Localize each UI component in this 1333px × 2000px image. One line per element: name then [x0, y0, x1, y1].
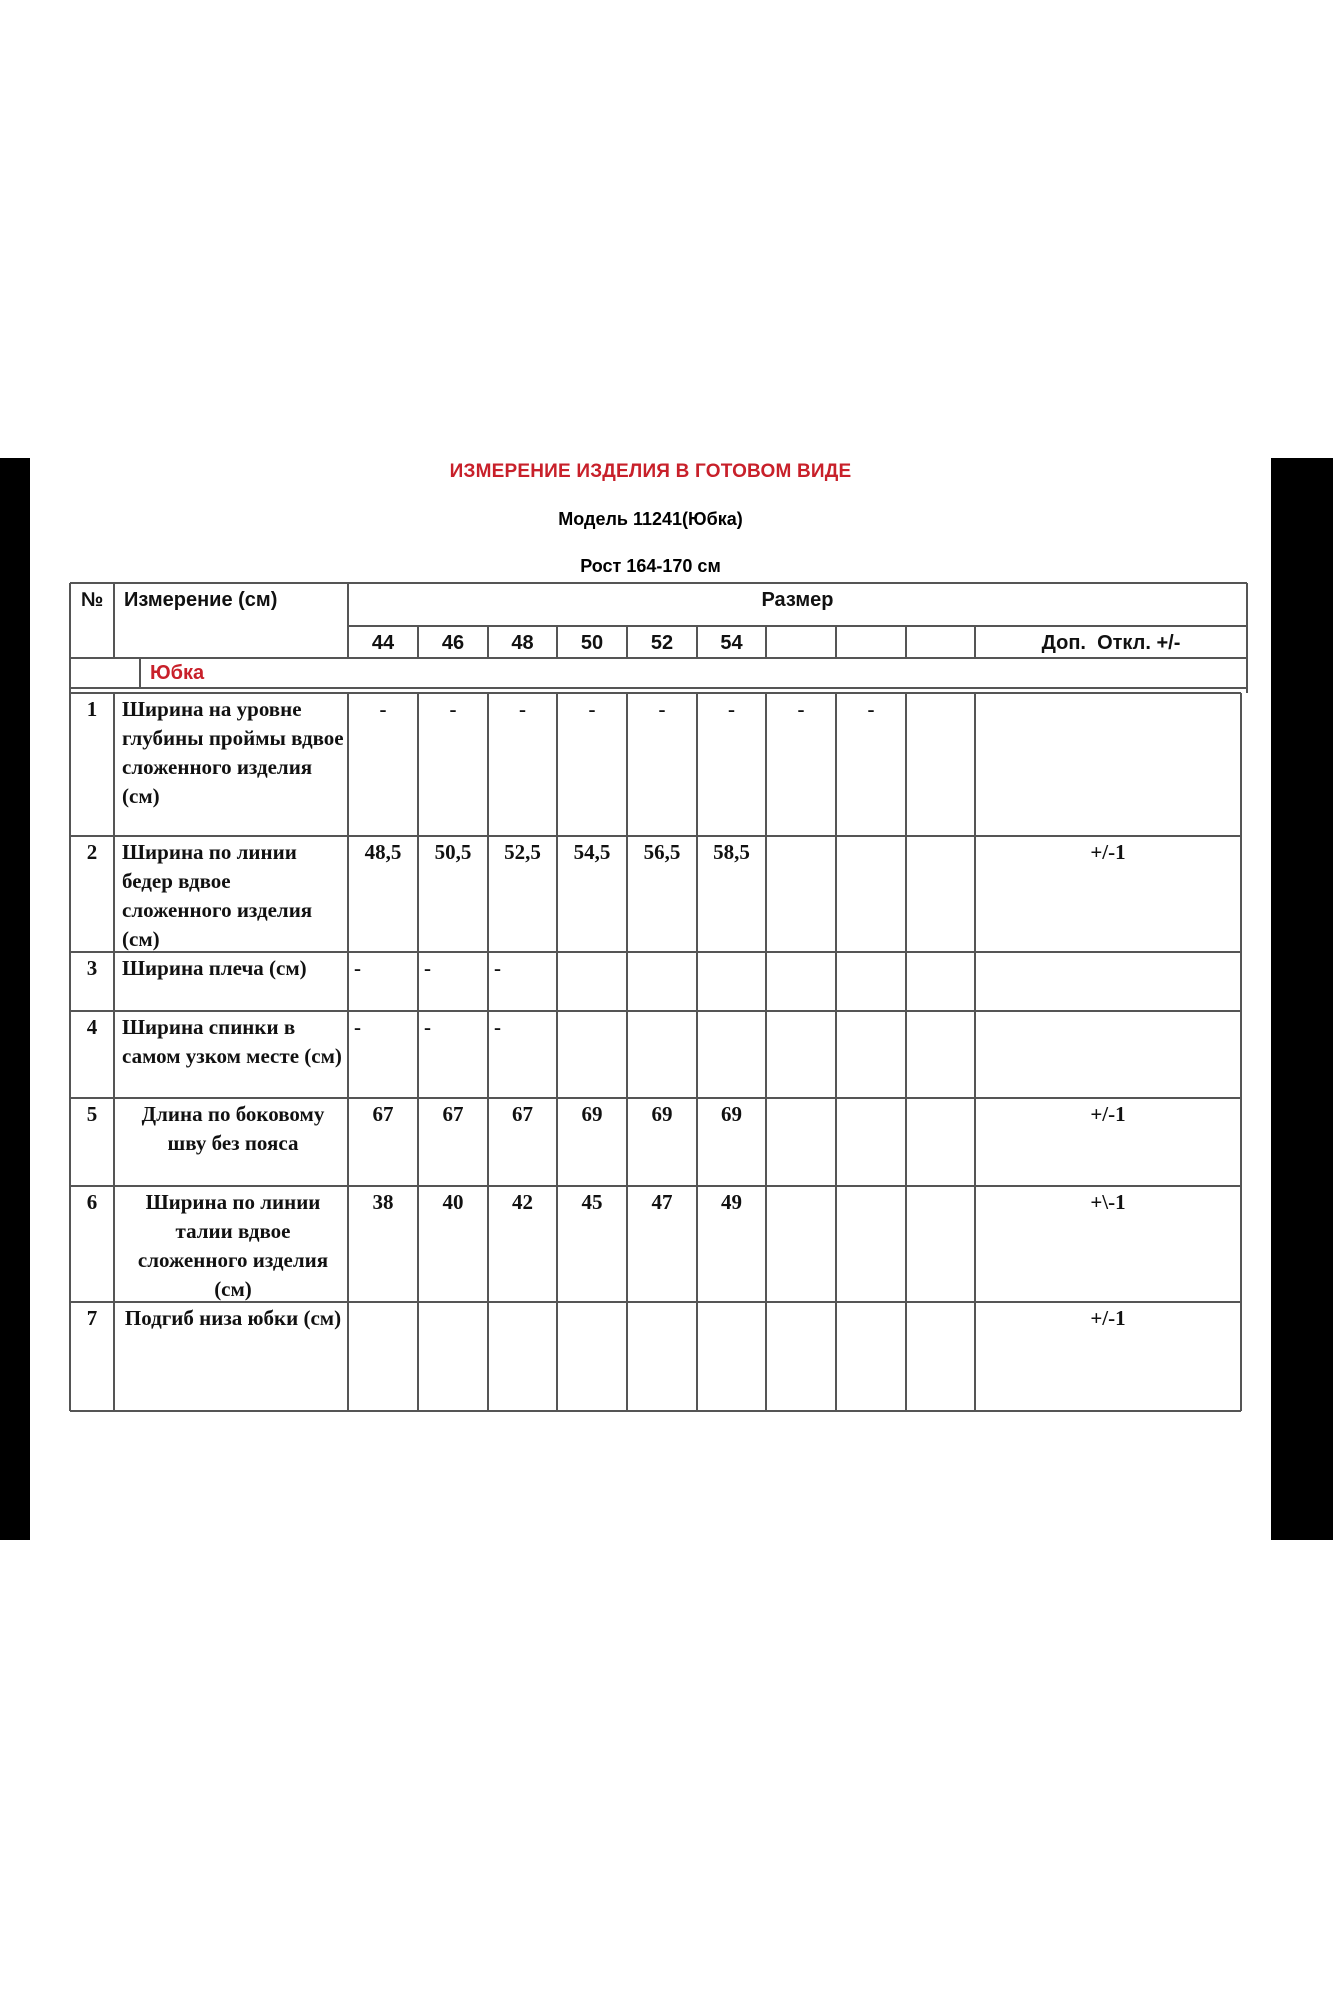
- size-44-header: 44: [371, 632, 395, 654]
- size-value: -: [424, 956, 431, 980]
- right-black-band: [1271, 458, 1333, 1540]
- size-value: 67: [442, 1102, 464, 1126]
- row-label: Ширина спинки в самом узком месте (см): [122, 1015, 342, 1068]
- size-value: -: [658, 697, 666, 721]
- row-number: 7: [86, 1306, 98, 1330]
- document-title: ИЗМЕРЕНИЕ ИЗДЕЛИЯ В ГОТОВОМ ВИДЕ: [449, 461, 852, 482]
- column-header-size: Размер: [761, 589, 834, 611]
- size-value: -: [424, 1015, 431, 1039]
- size-value: -: [867, 697, 875, 721]
- size-value: 56,5: [643, 840, 681, 864]
- size-value: 69: [721, 1102, 742, 1126]
- tolerance-header: Доп. Откл. +/-: [1041, 632, 1181, 654]
- size-value: -: [728, 697, 735, 721]
- size-50-header: 50: [580, 632, 604, 654]
- size-52-header: 52: [650, 632, 674, 654]
- size-48-header: 48: [511, 632, 534, 654]
- row-label: Ширина на уровне глубины проймы вдвое сложенного изделия (см): [122, 697, 344, 808]
- column-header-measure: Измерение (см): [124, 589, 278, 611]
- size-value: 67: [372, 1102, 394, 1126]
- size-value: -: [449, 697, 457, 721]
- size-value: -: [494, 1015, 501, 1039]
- row-number: 6: [86, 1190, 98, 1214]
- table-grid-lines: [30, 458, 1271, 1540]
- size-value: 54,5: [573, 840, 611, 864]
- size-value: 67: [512, 1102, 533, 1126]
- size-54-header: 54: [720, 632, 743, 654]
- row-label: Ширина по линии бедер вдвое сложенного изделия (см): [122, 840, 313, 951]
- row-label: Ширина плеча (см): [122, 956, 307, 980]
- size-value: 69: [581, 1102, 603, 1126]
- row-number: 4: [86, 1015, 98, 1039]
- size-value: 38: [372, 1190, 394, 1214]
- tolerance-value: +/-1: [1090, 840, 1126, 864]
- row-number: 5: [86, 1102, 98, 1126]
- size-value: 50,5: [434, 840, 472, 864]
- row-label: Ширина по линии талии вдвое сложенного изделия (см): [137, 1190, 329, 1301]
- size-value: -: [588, 697, 596, 721]
- size-value: -: [519, 697, 526, 721]
- left-black-band: [0, 458, 30, 1540]
- size-value: 40: [442, 1190, 464, 1214]
- size-value: 45: [581, 1190, 603, 1214]
- row-label: Подгиб низа юбки (см): [124, 1306, 342, 1330]
- row-number: 2: [86, 840, 98, 864]
- size-value: 42: [512, 1190, 533, 1214]
- row-number: 3: [86, 956, 98, 980]
- column-header-number: №: [80, 589, 104, 611]
- size-value: 69: [651, 1102, 673, 1126]
- size-46-header: 46: [441, 632, 465, 654]
- row-label: Длина по боковому шву без пояса: [141, 1102, 325, 1155]
- size-value: 49: [721, 1190, 742, 1214]
- size-value: 48,5: [364, 840, 402, 864]
- height-line: Рост 164-170 см: [580, 556, 721, 576]
- size-value: -: [797, 697, 805, 721]
- tolerance-value: +/-1: [1090, 1102, 1126, 1126]
- size-value: 47: [651, 1190, 673, 1214]
- section-label-skirt: Юбка: [150, 662, 205, 684]
- tolerance-value: +/-1: [1090, 1306, 1126, 1330]
- tolerance-value: +\-1: [1090, 1190, 1126, 1214]
- model-line: Модель 11241(Юбка): [558, 509, 743, 529]
- size-value: -: [379, 697, 387, 721]
- size-value: -: [354, 956, 361, 980]
- size-value: -: [354, 1015, 361, 1039]
- row-number: 1: [86, 697, 98, 721]
- size-value: 52,5: [504, 840, 541, 864]
- size-chart-sheet: [30, 458, 1271, 1540]
- size-value: -: [494, 956, 501, 980]
- size-value: 58,5: [713, 840, 750, 864]
